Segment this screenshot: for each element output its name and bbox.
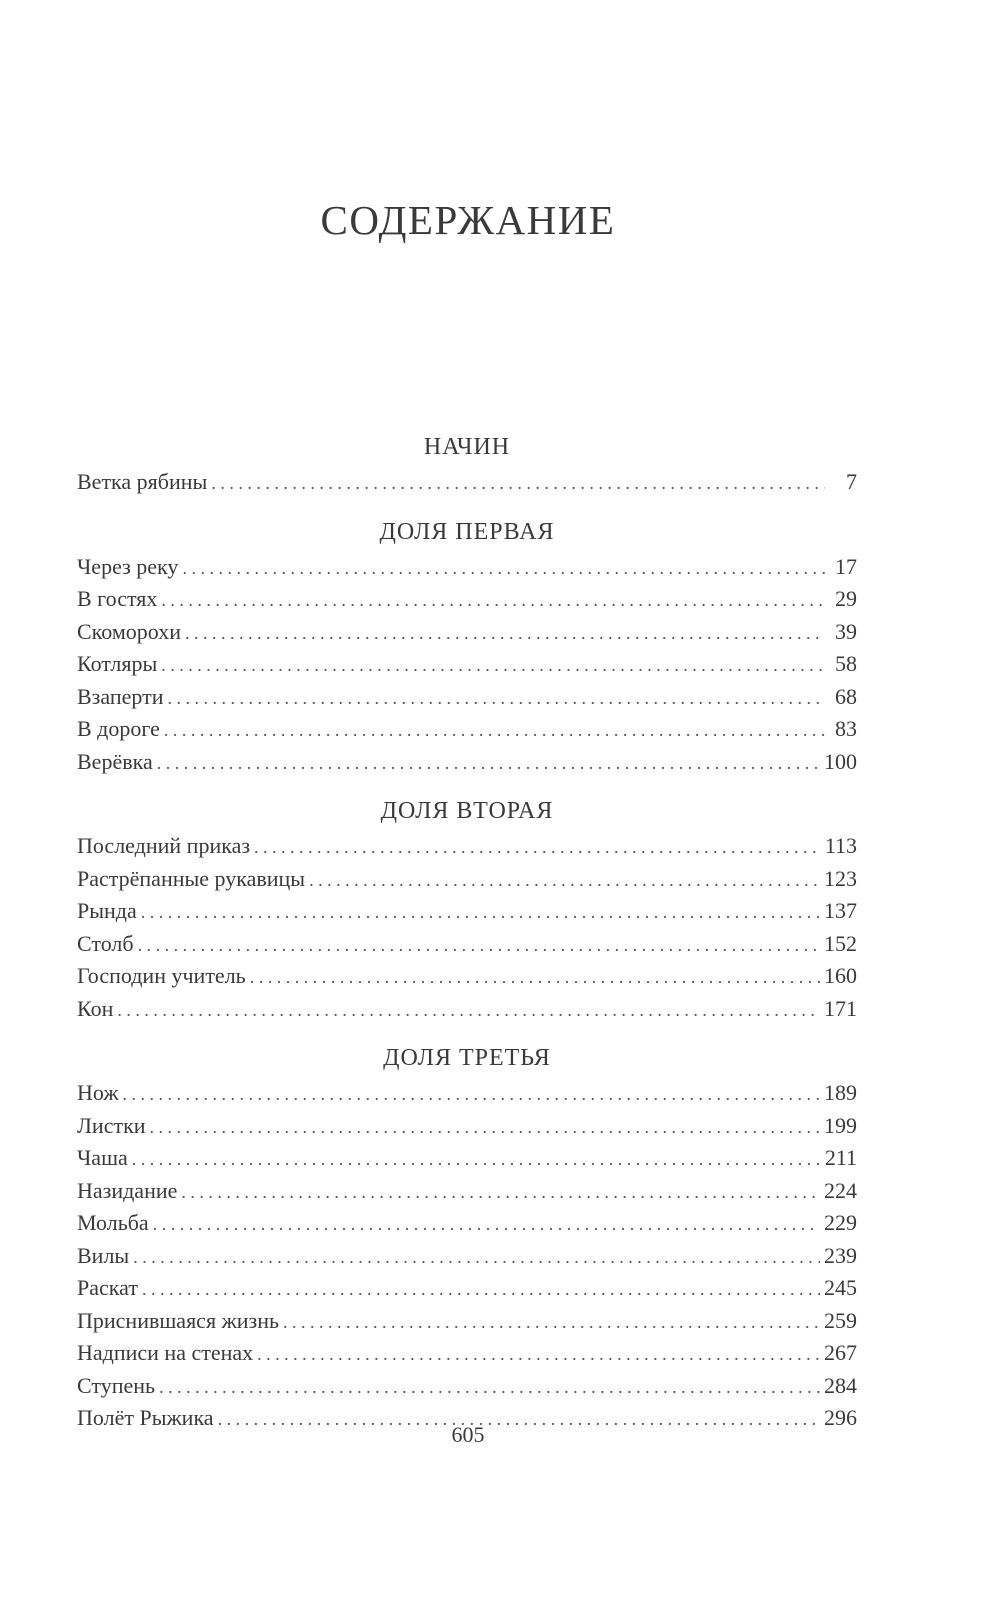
toc-entry — [77, 616, 857, 649]
dot-leader — [132, 1143, 821, 1175]
toc-entry — [77, 466, 857, 499]
entry-title: Раскат — [77, 1275, 138, 1300]
toc-entry — [77, 1110, 857, 1143]
toc-entry — [77, 928, 857, 961]
toc-entry — [77, 895, 857, 928]
dot-leader — [138, 929, 820, 961]
toc-entry — [77, 1077, 857, 1110]
entry-page-number: 17 — [835, 553, 857, 579]
dot-leader — [254, 831, 821, 863]
entry-list — [77, 1077, 857, 1435]
entry-title: Господин учитель — [77, 963, 246, 988]
entry-page-number: 239 — [824, 1242, 857, 1268]
entry-page-number: 211 — [824, 1145, 857, 1170]
dot-leader — [164, 714, 825, 746]
entry-page-number: 123 — [824, 865, 857, 891]
entry-title: Нож — [77, 1080, 119, 1105]
entry-title: Мольба — [77, 1210, 149, 1235]
entry-page-number: 284 — [824, 1372, 857, 1398]
toc-entry — [77, 1370, 857, 1403]
entry-title: Последний приказ — [77, 833, 251, 858]
dot-leader — [185, 617, 825, 649]
entry-title: Растрёпанные рукавицы — [77, 865, 306, 891]
dot-leader — [309, 864, 820, 896]
entry-page-number: 199 — [824, 1112, 857, 1138]
toc-entry — [77, 1175, 857, 1208]
toc-entry — [77, 713, 857, 746]
dot-leader — [133, 1241, 820, 1273]
entry-title: Котляры — [77, 651, 158, 676]
entry-page-number: 152 — [824, 930, 857, 956]
toc-entry — [77, 830, 857, 863]
toc-entry — [77, 551, 857, 584]
dot-leader — [257, 1338, 820, 1370]
toc-section — [77, 513, 857, 779]
dot-leader — [159, 1371, 820, 1403]
dot-leader — [117, 994, 820, 1026]
entry-title: В дороге — [77, 716, 160, 741]
toc-entry — [77, 648, 857, 681]
entry-title: Столб — [77, 930, 134, 956]
table-of-contents — [77, 428, 857, 1435]
toc-section — [77, 1039, 857, 1435]
dot-leader — [250, 961, 820, 993]
entry-page-number: 296 — [824, 1405, 857, 1430]
entry-page-number: 171 — [824, 995, 857, 1021]
toc-section — [77, 792, 857, 1025]
dot-leader — [167, 682, 825, 714]
entry-list — [77, 830, 857, 1025]
dot-leader — [161, 649, 825, 681]
dot-leader — [157, 747, 820, 779]
toc-entry — [77, 583, 857, 616]
entry-title: Приснившаяся жизнь — [77, 1307, 280, 1333]
dot-leader — [181, 1176, 820, 1208]
entry-page-number: 160 — [824, 963, 857, 988]
entry-page-number: 100 — [824, 748, 857, 774]
toc-entry — [77, 1272, 857, 1305]
entry-title: Вилы — [77, 1242, 130, 1268]
entry-page-number: 189 — [824, 1080, 857, 1105]
page-number: 605 — [451, 1422, 485, 1447]
entry-page-number: 137 — [824, 898, 857, 923]
toc-entry — [77, 993, 857, 1026]
entry-title: Надписи на стенах — [77, 1340, 254, 1365]
toc-entry — [77, 746, 857, 779]
entry-page-number: 229 — [824, 1210, 857, 1235]
toc-entry — [77, 1240, 857, 1273]
section-heading: НАЧИН — [423, 434, 511, 460]
entry-title: В гостях — [77, 586, 158, 611]
section-heading: ДОЛЯ ВТОРАЯ — [380, 798, 554, 824]
toc-entry — [77, 1142, 857, 1175]
entry-list — [77, 466, 857, 499]
section-heading: ДОЛЯ ТРЕТЬЯ — [383, 1045, 551, 1071]
entry-list — [77, 551, 857, 779]
section-heading: ДОЛЯ ПЕРВАЯ — [379, 518, 555, 545]
entry-title: Листки — [77, 1112, 146, 1138]
entry-page-number: 58 — [835, 651, 857, 676]
dot-leader — [211, 467, 825, 499]
entry-title: Через реку — [77, 553, 179, 579]
entry-title: Взаперти — [77, 683, 164, 709]
dot-leader — [141, 896, 820, 928]
dot-leader — [153, 1208, 820, 1240]
entry-title: Рында — [77, 898, 137, 923]
entry-title: Кон — [77, 995, 114, 1021]
dot-leader — [161, 584, 825, 616]
toc-section — [77, 428, 857, 499]
dot-leader — [283, 1306, 820, 1338]
entry-page-number: 7 — [846, 469, 857, 494]
toc-entry — [77, 1305, 857, 1338]
entry-page-number: 267 — [824, 1340, 857, 1365]
entry-page-number: 245 — [824, 1275, 857, 1300]
entry-title: Скоморохи — [77, 618, 181, 644]
dot-leader — [150, 1111, 820, 1143]
entry-page-number: 68 — [835, 683, 857, 709]
entry-title: Верёвка — [77, 748, 153, 774]
entry-page-number: 39 — [835, 618, 857, 644]
dot-leader — [182, 552, 825, 584]
entry-page-number: 259 — [824, 1307, 857, 1333]
entry-page-number: 29 — [835, 586, 857, 611]
toc-entry — [77, 960, 857, 993]
entry-page-number: 83 — [835, 716, 857, 741]
entry-title: Назидание — [77, 1177, 178, 1203]
toc-entry — [77, 681, 857, 714]
entry-page-number: 224 — [824, 1177, 857, 1203]
entry-title: Полёт Рыжика — [77, 1405, 214, 1430]
dot-leader — [142, 1273, 820, 1305]
entry-page-number: 113 — [824, 833, 857, 858]
page-title: СОДЕРЖАНИЕ — [320, 197, 616, 243]
entry-title: Ветка рябины — [77, 469, 208, 494]
entry-title: Чаша — [77, 1145, 128, 1170]
toc-entry — [77, 1207, 857, 1240]
toc-entry — [77, 863, 857, 896]
dot-leader — [123, 1078, 820, 1110]
toc-entry — [77, 1337, 857, 1370]
entry-title: Ступень — [77, 1372, 156, 1398]
